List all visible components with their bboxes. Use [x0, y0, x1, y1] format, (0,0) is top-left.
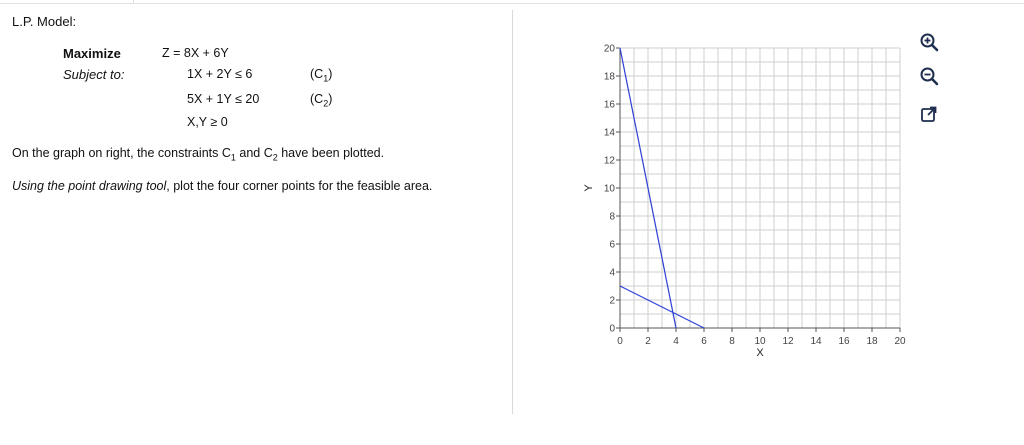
x-tick-label: 12 — [782, 336, 794, 347]
x-tick-label: 6 — [701, 336, 707, 347]
y-tick-label: 0 — [609, 323, 615, 335]
nonnegativity-constraint: X,Y ≥ 0 — [187, 115, 228, 129]
x-tick-label: 14 — [810, 336, 822, 347]
x-axis-title: X — [756, 347, 764, 359]
x-tick-label: 8 — [729, 336, 735, 347]
x-tick-label: 20 — [894, 336, 906, 347]
top-rule — [0, 3, 1024, 4]
y-tick-label: 6 — [609, 239, 615, 251]
zoom-in-icon — [919, 32, 939, 52]
x-tick-label: 10 — [754, 336, 766, 347]
y-tick-label: 16 — [603, 99, 615, 111]
zoom-in-button[interactable] — [917, 30, 941, 54]
y-tick-label: 12 — [603, 155, 615, 167]
objective-function: Z = 8X + 6Y — [162, 46, 229, 60]
zoom-out-button[interactable] — [917, 64, 941, 88]
x-tick-label: 2 — [645, 336, 651, 347]
x-tick-label: 4 — [673, 336, 679, 347]
y-tick-label: 2 — [609, 295, 615, 307]
y-tick-label: 20 — [603, 43, 615, 55]
lp-graph[interactable] — [580, 40, 910, 370]
open-external-button[interactable] — [917, 102, 941, 126]
y-tick-label: 10 — [603, 183, 615, 195]
y-axis-title: Y — [583, 184, 595, 192]
constraint-2-expr: 5X + 1Y ≤ 20 — [187, 92, 260, 106]
maximize-label: Maximize — [63, 46, 121, 61]
constraint-1-tag: $(C_1)$ — [310, 67, 333, 84]
constraint-1-expr: 1X + 2Y ≤ 6 — [187, 67, 253, 81]
zoom-out-icon — [919, 66, 939, 86]
top-rule-tick — [133, 0, 134, 4]
constraint-2-tag: $(C_2)$ — [310, 92, 333, 109]
instruction-text: Using the point drawing tool, plot the four corner points for the feasible area. — [12, 179, 433, 193]
open-external-icon — [920, 105, 938, 123]
y-tick-label: 14 — [603, 127, 615, 139]
y-tick-label: 8 — [609, 211, 615, 223]
x-tick-label: 0 — [617, 336, 623, 347]
y-tick-label: 18 — [603, 71, 615, 83]
x-tick-label: 18 — [866, 336, 878, 347]
panel-divider — [512, 10, 513, 414]
model-label: L.P. Model: — [12, 14, 77, 29]
y-tick-label: 4 — [609, 267, 615, 279]
constraints-statement: On the graph on right, the constraints $C_1$ and $C_2$ have been plotted. — [12, 146, 385, 163]
subject-to-label: Subject to: — [63, 67, 125, 82]
x-tick-label: 16 — [838, 336, 850, 347]
